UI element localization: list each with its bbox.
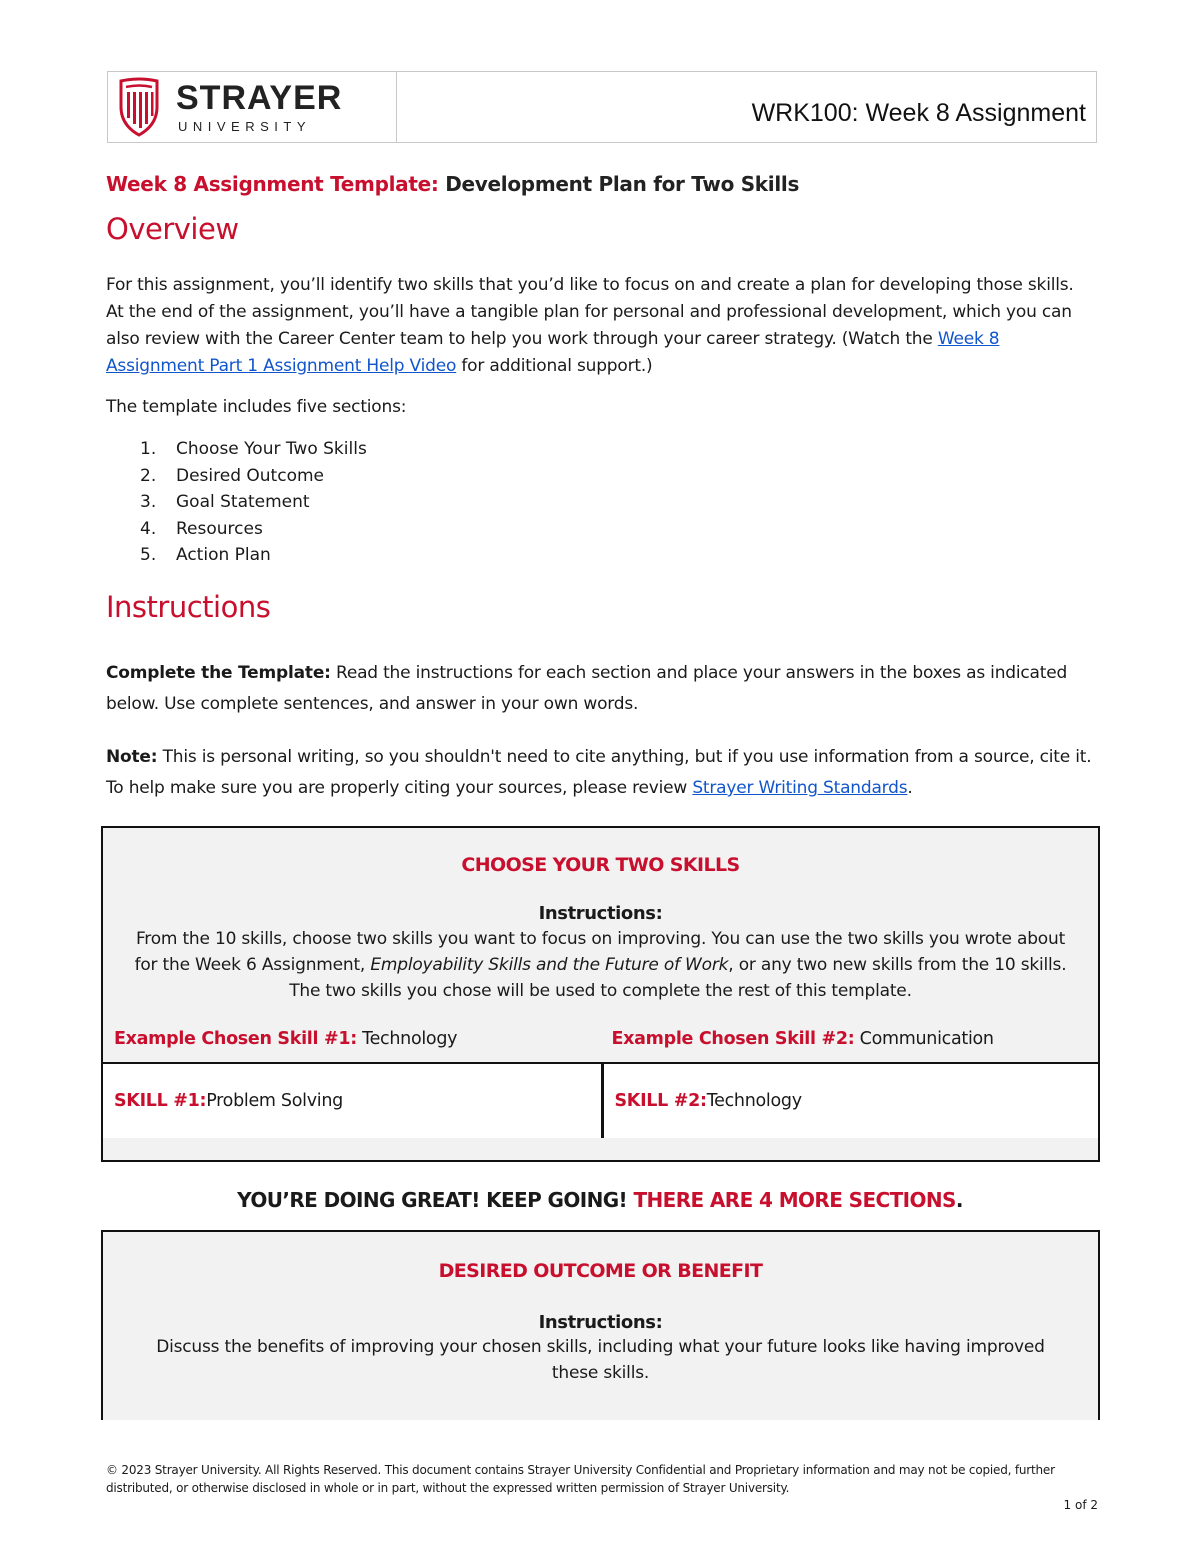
complete-label: Complete the Template: <box>106 663 331 683</box>
document-header <box>107 71 1097 143</box>
keep-going-banner: YOU’RE DOING GREAT! KEEP GOING! THERE ARE 4 MORE SECTIONS. <box>237 1188 963 1212</box>
complete-text: Read the instructions for each section and place your answers in the boxes as indicated below. Use complete sentences, and answer in your own words. <box>106 663 1068 714</box>
instructions-heading: Instructions <box>106 590 271 624</box>
overview-paragraph <box>106 272 1096 380</box>
skill-1-value: Problem Solving <box>206 1091 343 1111</box>
example-skills-row <box>103 1016 1098 1064</box>
help-video-link[interactable]: Week 8 Assignment Part 1 Assignment Help Video <box>106 329 1000 376</box>
page-number: 1 of 2 <box>1063 1498 1098 1512</box>
list-item: 2. Desired Outcome <box>140 465 324 486</box>
choose-skills-box <box>101 826 1100 1162</box>
choose-instructions-text: From the 10 skills, choose two skills you want to focus on improving. You can use the two skills you wrote about for the Week 6 Assignment, Employability Skills and the Future of Work, or any two new skills from the 10 skills. The two skills you chose will be used to complete the rest of this template. <box>134 929 1067 1001</box>
example-skill-1: Example Chosen Skill #1: Technology <box>114 1029 458 1049</box>
list-item: 5. Action Plan <box>140 545 271 565</box>
logo-main-text: STRAYER <box>176 78 343 117</box>
desired-outcome-box <box>101 1230 1100 1420</box>
document-title: WRK100: Week 8 Assignment <box>751 99 1086 127</box>
overview-heading: Overview <box>106 212 239 246</box>
sections-intro: The template includes five sections: <box>106 397 407 417</box>
list-item: 4. Resources <box>140 518 263 539</box>
note-text: This is personal writing, so you shouldn't need to cite anything, but if you use information from a source, cite it. To help make sure you are properly citing your sources, please review <box>106 747 1092 798</box>
complete-template-paragraph <box>106 658 1096 720</box>
page-subtitle <box>106 172 799 196</box>
writing-standards-link[interactable]: Strayer Writing Standards <box>692 778 908 798</box>
skill-2-field[interactable]: SKILL #2: Technology <box>601 1064 1099 1138</box>
choose-skills-heading: CHOOSE YOUR TWO SKILLS <box>461 854 740 876</box>
strayer-logo <box>108 72 397 142</box>
choose-instructions-label: Instructions: <box>538 903 663 924</box>
desired-outcome-heading: DESIRED OUTCOME OR BENEFIT <box>438 1260 763 1282</box>
list-item: 3. Goal Statement <box>140 492 310 512</box>
week6-assignment-title: Employability Skills and the Future of Work <box>370 955 729 975</box>
outcome-instructions-label: Instructions: <box>538 1312 663 1333</box>
shield-logo-icon <box>118 77 160 137</box>
skill-2-value: Technology <box>706 1091 802 1111</box>
overview-text-1: For this assignment, you’ll identify two skills that you’d like to focus on and create a plan for developing those skills. At the end of the assignment, you’ll have a tangible plan for personal and professional development, which you can also review with the Career Center team to help you work through your career strategy. (Watch the <box>106 275 1074 349</box>
overview-text-2: for additional support.) <box>456 356 653 376</box>
note-paragraph: Note: This is personal writing, so you shouldn't need to cite anything, but if you use information from a source, cite it. To help make sure you are properly citing your sources, please review Strayer Writing Standards. <box>106 747 1092 798</box>
outcome-instructions-text: Discuss the benefits of improving your chosen skills, including what your future looks like having improved these skills. <box>156 1337 1045 1383</box>
header-title-cell <box>397 72 1096 142</box>
subtitle-black: Development Plan for Two Skills <box>438 172 800 196</box>
example-skill-2: Example Chosen Skill #2: Communication <box>611 1029 994 1049</box>
copyright-footer: © 2023 Strayer University. All Rights Reserved. This document contains Strayer University Confidential and Proprietary information and may not be copied, further distributed, or otherwise disclosed in whole or in part, without the expressed written permission of Strayer University. <box>106 1463 1055 1495</box>
logo-wordmark <box>176 78 343 134</box>
list-item: 1. Choose Your Two Skills <box>140 439 367 459</box>
logo-sub-text: UNIVERSITY <box>178 118 312 134</box>
sections-list <box>140 436 367 569</box>
skill-1-field[interactable]: SKILL #1: Problem Solving <box>114 1091 343 1111</box>
note-label: Note: <box>106 747 158 767</box>
subtitle-red: Week 8 Assignment Template: <box>106 172 439 196</box>
chosen-skills-row <box>103 1064 1098 1138</box>
